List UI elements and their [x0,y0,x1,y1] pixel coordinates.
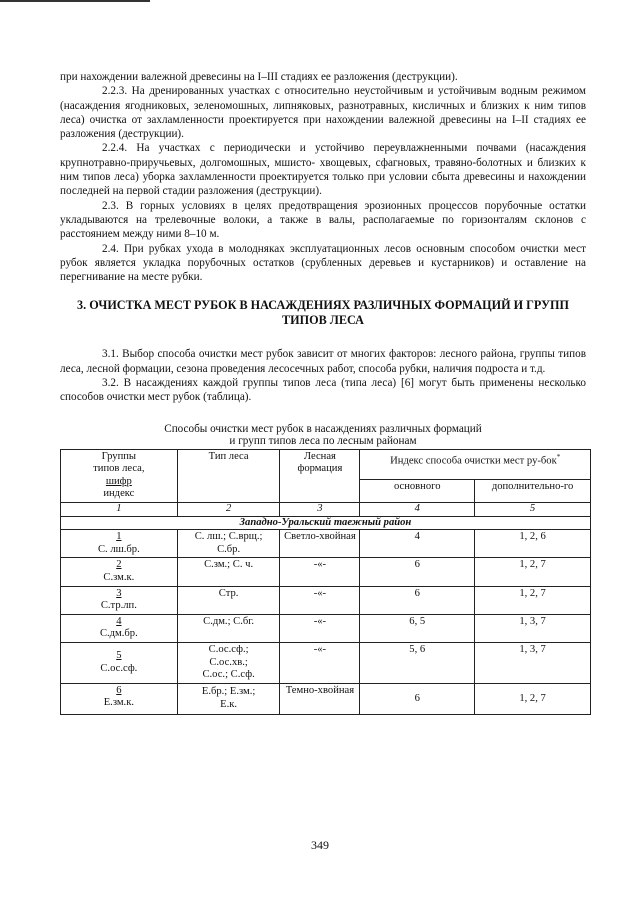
main-method-cell: 6 [360,586,475,614]
region-name: Западно-Уральский таежный район [61,516,591,530]
formation-cell: -«- [280,642,360,683]
paragraph-2-4: 2.4. При рубках ухода в молодняках эксплуатационных лесов основным способом очистки мест рубок является укладка порубочных остатков (срубленных деревьев и кустарников) и оставление на перегнивание на месте рубки. [60,242,586,284]
table-row [61,614,591,642]
header-forest-groups: Группы типов леса, шифр индекс [61,449,178,502]
section-heading: 3. ОЧИСТКА МЕСТ РУБОК В НАСАЖДЕНИЯХ РАЗЛИЧНЫХ ФОРМАЦИЙ И ГРУПП ТИПОВ ЛЕСА [77,298,569,328]
column-number: 4 [360,503,475,517]
column-number: 2 [177,503,280,517]
forest-type-cell: Стр. [177,586,280,614]
forest-type-cell: С.дм.; С.бг. [177,614,280,642]
header-main-method: основного [360,479,475,502]
paragraph-2-3: 2.3. В горных условиях в целях предотвращения эрозионных процессов порубочные остатки укладываются на трелевочные волоки, а также в валы, располагаемые по горизонталям склонов с расстоянием между ними 8–10 м. [60,199,586,241]
paragraph-2-2-3: 2.2.3. На дренированных участках с относительно неустойчивым и устойчивым водным режимом (насаждения ягодниковых, зеленомошных, липняковых, разнотравных, кисличных и близких к ним типов леса) очистка от захламленности проектируется при нахождении валежной древесины на I–II стадиях ее разложения (деструкции). [60,85,586,141]
header-extra-method: дополнительно-го [475,479,591,502]
extra-method-cell: 1, 2, 7 [475,558,591,586]
paragraph-2-2-4: 2.2.4. На участках с периодически и устойчиво переувлажненными почвами (насаждения крупнотравно-приручьевых, долгомошных, мшисто- хвощевых, сфагновых, травяно-болотных и близких к ним типов леса) уборка захламленности проектируется только при условии сбыта древесины и нахождении последней на первой стадии разложения (деструкции). [60,142,586,198]
clearing-methods-table [60,449,591,715]
table-caption-line1: Способы очистки мест рубок в насаждениях различных формаций [164,422,482,435]
group-cell: 5 С.ос.сф. [61,642,178,683]
main-method-cell: 5, 6 [360,642,475,683]
table-caption [60,423,586,448]
page-number: 349 [311,838,329,852]
extra-method-cell: 1, 2, 7 [475,586,591,614]
header-method-index: Индекс способа очистки мест ру-бок* [360,449,591,479]
main-method-cell: 6, 5 [360,614,475,642]
formation-cell: -«- [280,614,360,642]
column-number: 1 [61,503,178,517]
main-method-cell: 4 [360,530,475,558]
formation-cell: Светло-хвойная [280,530,360,558]
forest-type-cell: С.ос.сф.; С.ос.хв.; С.ос.; С.сф. [177,642,280,683]
table-row [61,530,591,558]
table-row [61,586,591,614]
extra-method-cell: 1, 3, 7 [475,614,591,642]
main-method-cell: 6 [360,683,475,714]
header-forest-type: Тип леса [177,449,280,502]
table-row [61,683,591,714]
table-row [61,642,591,683]
table-row [61,558,591,586]
header-rule [0,0,150,2]
main-method-cell: 6 [360,558,475,586]
group-cell: 6 Е.зм.к. [61,683,178,714]
forest-type-cell: С. лш.; С.врщ.; С.бр. [177,530,280,558]
document-page [60,70,586,715]
extra-method-cell: 1, 2, 7 [475,683,591,714]
formation-cell: -«- [280,586,360,614]
column-number: 3 [280,503,360,517]
paragraph-3-1: 3.1. Выбор способа очистки мест рубок зависит от многих факторов: лесного района, группы типов леса, лесной формации, сезона проведения лесосечных работ, способа рубки, наличия подроста и т.д. [60,348,586,375]
group-cell: 2 С.зм.к. [61,558,178,586]
group-cell: 3 С.тр.лп. [61,586,178,614]
paragraph-continuation: при нахождении валежной древесины на I–III стадиях ее разложения (деструкции). [60,71,458,83]
extra-method-cell: 1, 3, 7 [475,642,591,683]
forest-type-cell: Е.бр.; Е.зм.; Е.к. [177,683,280,714]
column-number: 5 [475,503,591,517]
table-caption-line2: и групп типов леса по лесным районам [229,435,417,448]
column-number-row [61,503,591,517]
region-row [61,516,591,530]
header-formation: Лесная формация [280,449,360,502]
formation-cell: -«- [280,558,360,586]
extra-method-cell: 1, 2, 6 [475,530,591,558]
paragraph-3-2: 3.2. В насаждениях каждой группы типов леса (типа леса) [6] могут быть применены несколько способов очистки мест рубок (таблица). [60,377,586,404]
group-cell: 1 С. лш.бр. [61,530,178,558]
table-header-row [61,449,591,479]
group-cell: 4 С.дм.бр. [61,614,178,642]
forest-type-cell: С.зм.; С. ч. [177,558,280,586]
formation-cell: Темно-хвойная [280,683,360,714]
